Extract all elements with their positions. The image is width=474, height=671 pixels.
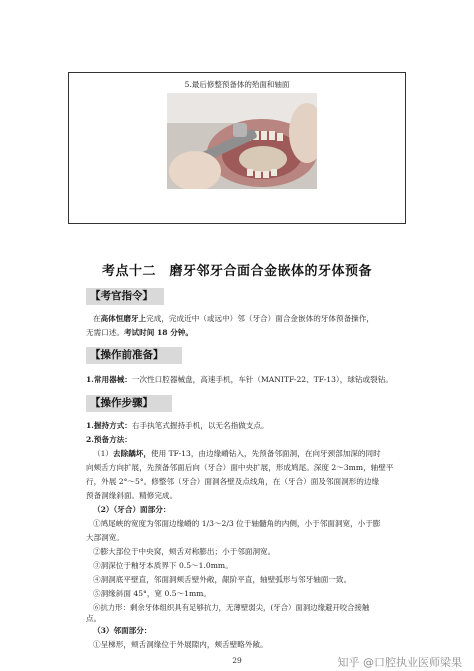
figure-frame [68,72,406,224]
step-2b-item-2: ②膨大部位于中央窝，颊舌对称膨出；小于邻面洞宽。 [93,547,276,556]
step-2a-line-2: 向颊舌方向扩展，先预备邻面后向（牙合）面中央扩展，形成鸠尾。深度 2～3mm，轴壁平 [86,463,394,472]
step-2a-line-1 [93,447,403,461]
prep-instruments-line [86,373,396,387]
dental-preparation-photo [167,93,317,189]
step-2a-line-4: 预备洞缘斜面。精修完成。 [86,491,178,500]
page-number: 29 [232,656,242,665]
step-2b-heading: （2）（牙合）面部分： [93,505,171,514]
page-title: 考点十二 磨牙邻牙合面合金嵌体的牙体预备 [101,264,372,279]
prep-text: 一次性口腔器械盘，高速手机，车针（MANITF-22、TF-13），球钻或裂钻。 [131,375,393,384]
step-2b-item-3: ③洞深位于釉牙本质界下 0.5～1.0mm。 [93,561,233,570]
step-label: 1.握持方式： [86,421,132,430]
step-2a-line-3: 行，外展 2°～5°。修整邻（牙合）面洞各壁及点线角，在（牙合）面及邻面洞形的边缘 [86,477,380,486]
step-2-heading: 2.预备方法： [86,435,132,444]
instruction-text: 在 [93,314,101,323]
section-header-pre-operation: 【操作前准备】 [86,347,182,364]
watermark: 知乎 @口腔执业医师梁果 [337,656,462,669]
exam-time: 考试时间 18 分钟。 [123,328,193,337]
instruction-bold: 高体恒磨牙上 [100,314,147,323]
step-text: （1） [93,449,114,458]
step-2b-item-6-cont: 点。 [86,614,102,623]
step-text: 使用 TF-13，由边缘嵴钻入，先预备邻面洞，在向牙颈部加深的同时 [151,449,381,458]
prep-label: 1.常用器械： [86,375,132,384]
step-2b-item-1: ①鸠尾峡的宽度为邻面边缘嵴的 1/3～2/3 位于轴髓角的内侧，小于邻面洞宽，小于膨 [93,519,381,528]
step-2b-item-1-cont: 大部洞宽。 [86,533,124,542]
step-3-heading: （3）邻面部分： [93,626,152,635]
section-header-exam-instructions: 【考官指令】 [86,288,164,305]
step-2b-item-6: ⑥抗力形：剩余牙体组织具有足够抗力，无薄壁弱尖，(牙合）面洞边缘避开咬合接触 [93,603,370,612]
step-1-line [86,419,396,433]
step-3-item-1: ①呈梯形，颊舌洞缘位于外展隙内，颊舌壁略外敞。 [93,640,268,649]
step-label: 去除龋坏， [113,449,151,458]
instruction-text: 无需口述。 [86,328,124,337]
step-text: 右手执笔式握持手机，以无名指做支点。 [131,421,269,430]
instruction-text: 完成，完成近中（或远中）邻（牙合）面合金嵌体的牙体预备操作， [146,314,374,323]
step-2b-item-5: ⑤洞缘斜面 45°，宽 0.5～1mm。 [93,589,211,598]
section-header-steps: 【操作步骤】 [86,395,172,412]
instruction-line-1 [93,312,403,326]
dental-photo-illustration [167,93,317,189]
instruction-line-2 [86,326,396,340]
step-2b-item-4: ④洞洞底平壁直，邻面洞颊舌壁外敞，龈阶平直，轴壁弧形与邻牙轴面一致。 [93,575,352,584]
figure-caption: 5.最后修整预备体的殆面和轴面 [184,80,290,89]
